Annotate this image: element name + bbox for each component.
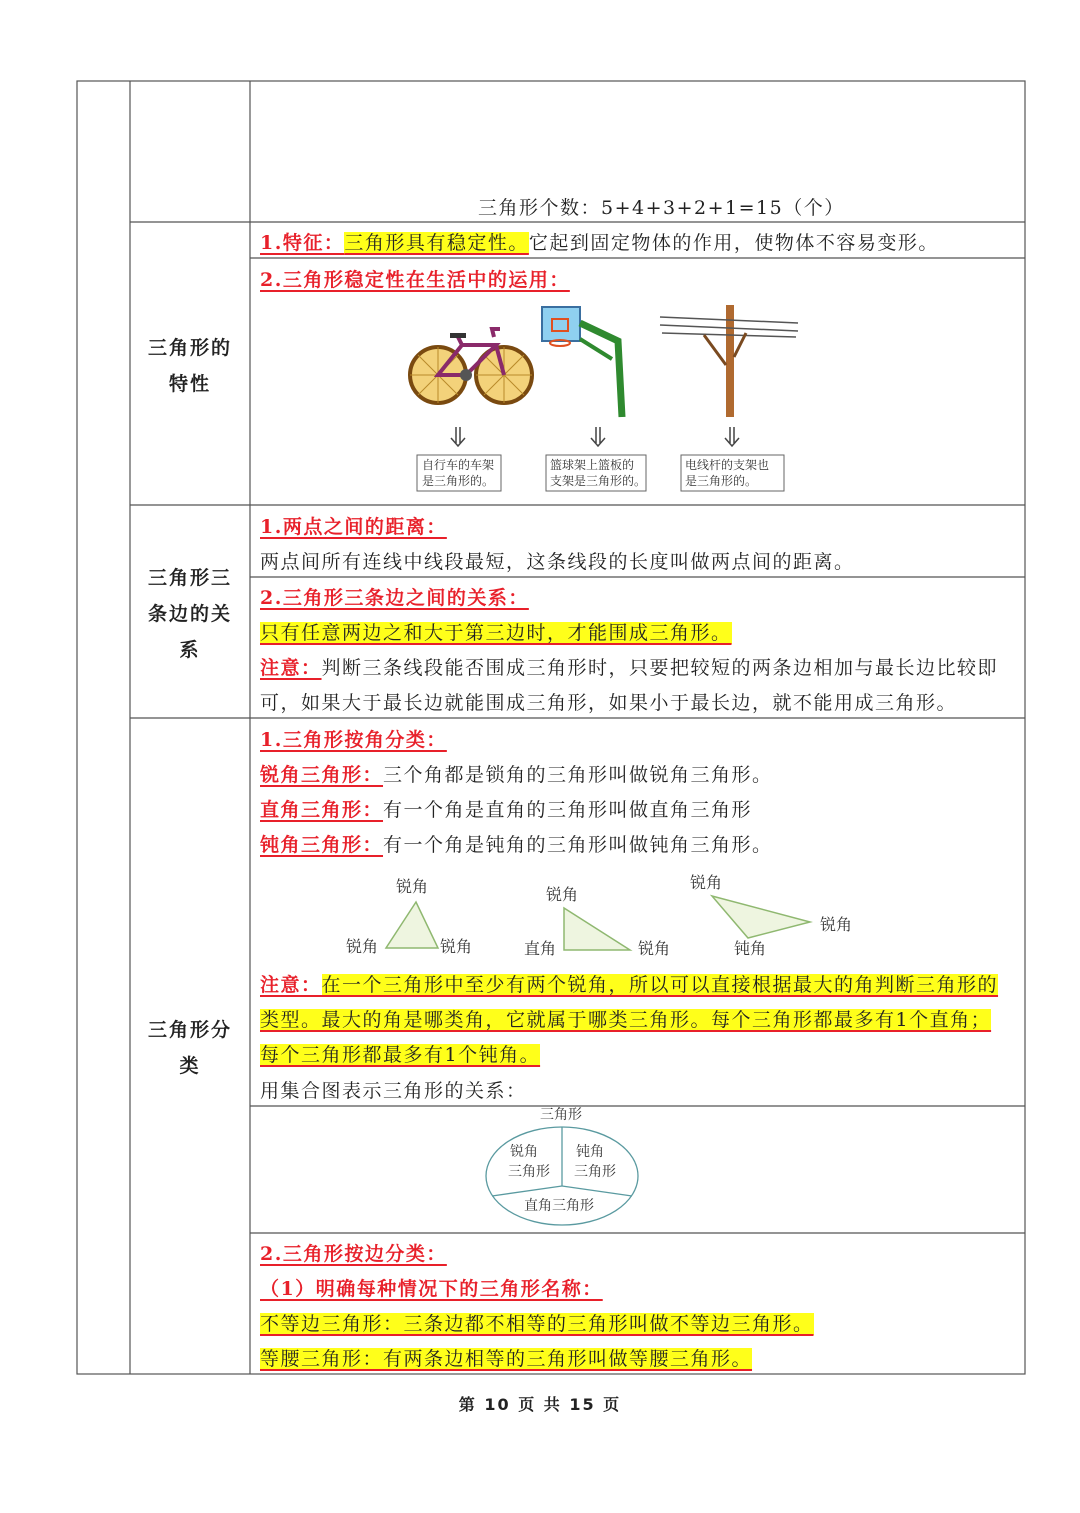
row-label-classify: [131, 1012, 249, 1084]
scalene-definition: [260, 1311, 814, 1337]
note-label: 注意：: [260, 974, 322, 996]
feature-rest: 它起到固定物体的作用，使物体不容易变形。: [528, 232, 939, 254]
basketball-stand-icon: [542, 307, 622, 417]
note-highlight: 每个三角形都最多有1个钝角。: [260, 1044, 541, 1066]
row-label-line: 三角形分: [147, 1019, 232, 1041]
side-relation-heading: 2.三角形三条边之间的关系：: [260, 587, 529, 609]
angle-note-2: [260, 1007, 991, 1033]
side-classification-subheading: （1）明确每种情况下的三角形名称：: [260, 1278, 603, 1300]
side-relation-note-2: 可，如果大于最长边就能围成三角形，如果小于最长边，就不能用成三角形。: [260, 692, 958, 714]
feature-highlight: 三角形具有稳定性。: [344, 232, 529, 254]
stability-application-heading: 2.三角形稳定性在生活中的运用：: [260, 269, 570, 291]
feature-heading: 1.特征：: [260, 232, 345, 254]
venn-obtuse-1: 钝角: [576, 1144, 604, 1160]
right-triangle-text: 有一个角是直角的三角形叫做直角三角形: [383, 799, 753, 821]
row-label-line: 类: [179, 1055, 201, 1077]
row-label-line: 条边的关: [147, 603, 232, 625]
venn-obtuse-2: 三角形: [574, 1164, 616, 1180]
angle-label-acute: 锐角: [690, 873, 723, 892]
right-triangle-definition: [260, 797, 752, 823]
angle-label-acute: 锐角: [396, 877, 429, 896]
obtuse-triangle-text: 有一个角是钝角的三角形叫做钝角三角形。: [383, 834, 773, 856]
down-arrows: [451, 427, 739, 446]
side-classification-heading: 2.三角形按边分类：: [260, 1243, 447, 1265]
angle-label-obtuse: 钝角: [734, 939, 767, 958]
caption-basketball-2: 支架是三角形的。: [550, 474, 647, 488]
venn-acute-1: 锐角: [510, 1144, 538, 1160]
triangle-count-formula: 三角形个数：5+4+3+2+1=15（个）: [478, 197, 845, 219]
caption-pole-2: 是三角形的。: [685, 474, 758, 488]
row-label-line: 特性: [168, 373, 211, 395]
triangle-types-figure: [330, 870, 870, 970]
angle-note-1: [260, 972, 998, 998]
isosceles-definition: [260, 1346, 752, 1372]
angle-label-acute: 锐角: [638, 939, 671, 958]
angle-label-right: 直角: [524, 939, 557, 958]
caption-basketball-1: 篮球架上篮板的: [550, 458, 635, 472]
row-label-line: 系: [179, 639, 201, 661]
row-label-sides: [131, 560, 249, 668]
page-footer: 第 10 页 共 15 页: [458, 1395, 622, 1414]
row-label-property: [131, 330, 249, 402]
distance-heading: 1.两点之间的距离：: [260, 516, 447, 538]
acute-triangle-text: 三个角都是锁角的三角形叫做锐角三角形。: [383, 764, 773, 786]
scalene-highlight: 不等边三角形：三条边都不相等的三角形叫做不等边三角形。: [260, 1313, 814, 1335]
note-highlight: 在一个三角形中至少有两个锐角，所以可以直接根据最大的角判断三角形的: [321, 974, 999, 996]
acute-triangle-definition: [260, 762, 773, 788]
venn-acute-2: 三角形: [508, 1164, 550, 1180]
row-label-line: 三角形的: [147, 337, 232, 359]
side-relation-rule: [260, 620, 732, 646]
caption-bicycle-1: 自行车的车架: [422, 458, 495, 472]
venn-right: 直角三角形: [524, 1198, 594, 1214]
caption-bicycle-2: 是三角形的。: [422, 474, 495, 488]
utility-pole-icon: [660, 305, 798, 417]
caption-pole-1: 电线杆的支架也: [685, 458, 770, 472]
venn-title: 三角形: [540, 1107, 582, 1123]
obtuse-triangle-definition: [260, 832, 773, 858]
angle-label-acute: 锐角: [440, 937, 473, 956]
obtuse-triangle-name: 钝角三角形：: [260, 834, 384, 856]
right-triangle-name: 直角三角形：: [260, 799, 384, 821]
note-highlight: 类型。最大的角是哪类角，它就属于哪类三角形。每个三角形都最多有1个直角；: [260, 1009, 992, 1031]
angle-label-acute: 锐角: [546, 885, 579, 904]
angle-label-acute: 锐角: [346, 937, 379, 956]
property-feature-line: [260, 230, 939, 256]
note-text: 判断三条线段能否围成三角形时，只要把较短的两条边相加与最长边比较即: [321, 657, 999, 679]
triangle-set-diagram: [462, 1106, 662, 1231]
acute-triangle-name: 锐角三角形：: [260, 764, 384, 786]
side-relation-note-1: [260, 655, 998, 681]
angle-label-acute: 锐角: [820, 915, 853, 934]
stability-illustrations: [400, 295, 820, 495]
angle-classification-heading: 1.三角形按角分类：: [260, 729, 447, 751]
side-relation-highlight: 只有任意两边之和大于第三边时，才能围成三角形。: [260, 622, 732, 644]
distance-definition: 两点间所有连线中线段最短，这条线段的长度叫做两点间的距离。: [260, 551, 855, 573]
row-label-line: 三角形三: [147, 567, 232, 589]
isosceles-highlight: 等腰三角形：有两条边相等的三角形叫做等腰三角形。: [260, 1348, 753, 1370]
bicycle-icon: [410, 329, 532, 403]
set-diagram-intro: 用集合图表示三角形的关系：: [260, 1080, 527, 1102]
angle-note-3: [260, 1042, 540, 1068]
note-label: 注意：: [260, 657, 322, 679]
